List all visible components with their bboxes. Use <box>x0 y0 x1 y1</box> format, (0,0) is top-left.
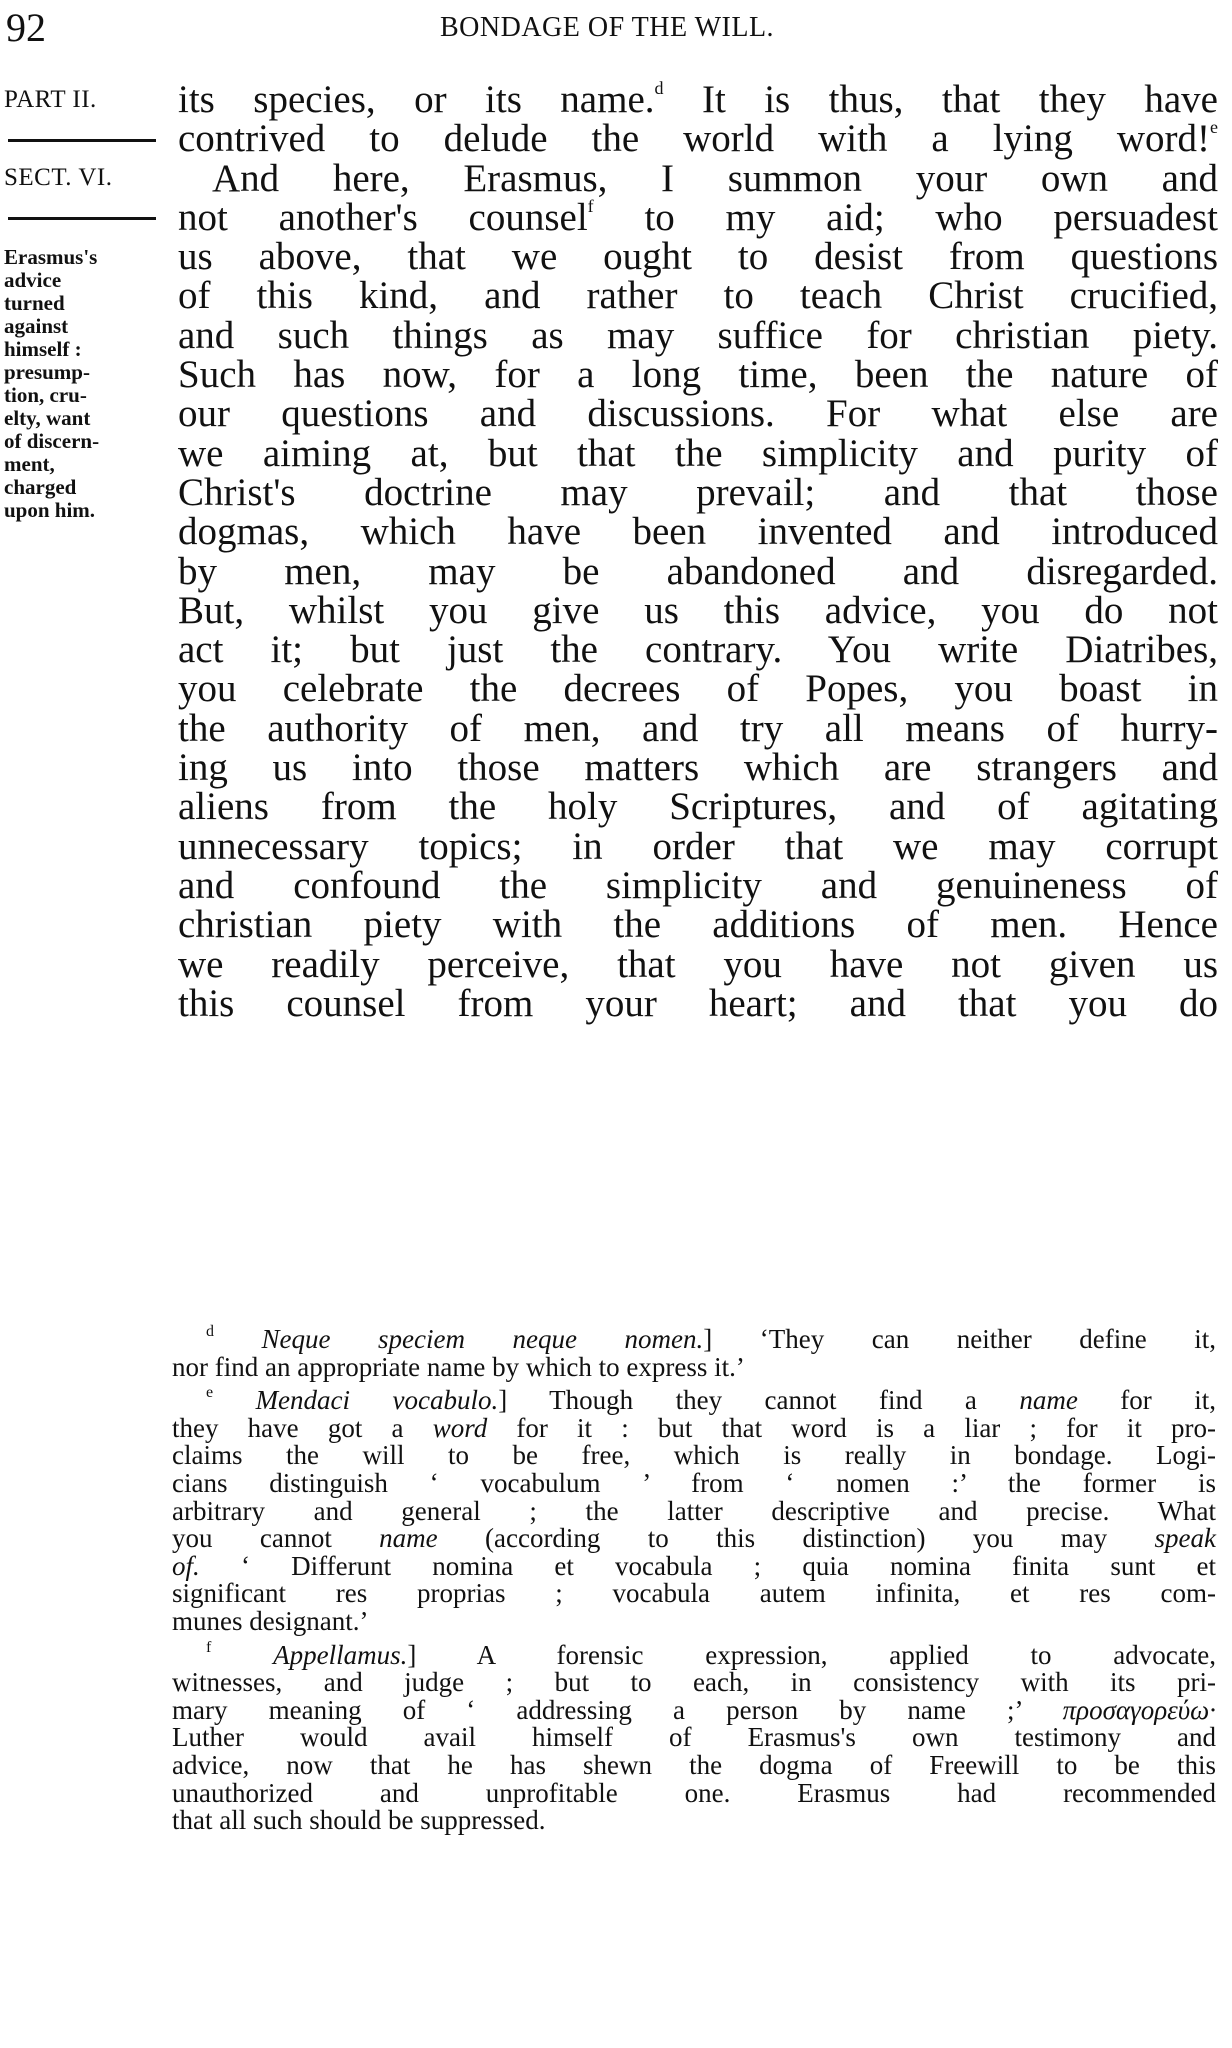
body-line: act it; but just the contrary. You write Diatribes, <box>178 628 1218 672</box>
footnote-e <box>172 1384 1216 1636</box>
margin-column <box>4 80 154 522</box>
footnote-line: munes designant.’ <box>172 1605 369 1636</box>
side-note-line: advice <box>4 268 62 292</box>
body-line: by men, may be abandoned and disregarded. <box>178 549 1218 593</box>
side-note-line: presump- <box>4 360 90 384</box>
footnote-ref[interactable]: f <box>587 195 594 216</box>
footnote-line: Luther would avail himself of Erasmus's own testimony and <box>172 1722 1216 1753</box>
running-head: BONDAGE OF THE WILL. <box>440 12 775 43</box>
footnote-line: advice, now that he has shewn the dogma of Freewill to be this <box>172 1749 1216 1780</box>
side-note-line: against <box>4 314 69 338</box>
footnote-marker: e <box>206 1384 214 1402</box>
footnote-line: significant res proprias ; vocabula autem infinita, et res com- <box>172 1578 1216 1609</box>
side-note <box>4 246 154 522</box>
side-note-line: ment, <box>4 452 55 476</box>
side-note-line: tion, cru- <box>4 383 87 407</box>
footnote-line: nor find an appropriate name by which to express it.’ <box>172 1351 745 1382</box>
body-line: and confound the simplicity and genuineness of <box>178 863 1218 907</box>
footnote-line: mary meaning of ‘ addressing a person by name ;’ προσαγορεύω· <box>172 1694 1216 1725</box>
side-note-line: of discern- <box>4 429 100 453</box>
main-text <box>178 80 1218 1023</box>
side-note-line: upon him. <box>4 498 96 522</box>
margin-rule <box>4 197 154 236</box>
side-note-line: elty, want <box>4 406 91 430</box>
footnote-f <box>172 1638 1216 1836</box>
margin-rule <box>4 119 154 158</box>
body-line: you celebrate the decrees of Popes, you boast in <box>178 667 1218 711</box>
footnote-ref[interactable]: d <box>654 78 664 98</box>
footnote-line: you cannot name (according to this distinction) you may speak <box>172 1523 1216 1554</box>
body-line: unnecessary topics; in order that we may corrupt <box>178 824 1218 868</box>
body-line: we aiming at, but that the simplicity and purity of <box>178 431 1218 475</box>
page-number: 92 <box>6 5 46 50</box>
part-label: PART II. <box>4 86 97 113</box>
body-line: Such has now, for a long time, been the nature of <box>178 353 1218 397</box>
footnote-line: they have got a word for it : but that word is a liar ; for it pro- <box>172 1412 1216 1443</box>
footnote-d <box>172 1323 1217 1382</box>
body-line: not another's counsel$^f$ to my aid; who persuadest <box>178 195 1218 239</box>
footnote-line: unauthorized and unprofitable one. Erasmus had recommended <box>172 1777 1216 1808</box>
body-line: christian piety with the additions of men. Hence <box>178 903 1218 947</box>
body-line: contrived to delude the world with a lying word!$^e$ <box>178 117 1218 161</box>
body-line: this counsel from your heart; and that you do <box>178 981 1218 1025</box>
footnote-line: $^d$ Neque speciem neque nomen.] ‘They can neither define it, <box>206 1323 1217 1354</box>
body-line: and such things as may suffice for christian piety. <box>178 313 1218 357</box>
footnote-line: claims the will to be free, which is really in bondage. Logi- <box>172 1440 1216 1471</box>
body-line: But, whilst you give us this advice, you do not <box>178 588 1218 632</box>
footnote-line: arbitrary and general ; the latter descriptive and precise. What <box>172 1495 1216 1526</box>
footnote-line: cians distinguish ‘ vocabulum ’ from ‘ nomen :’ the former is <box>172 1467 1216 1498</box>
body-line: Christ's doctrine may prevail; and that those <box>178 470 1218 514</box>
body-line: the authority of men, and try all means of hurry- <box>178 706 1218 750</box>
footnote-marker: f <box>206 1638 212 1656</box>
side-note-line: charged <box>4 475 77 499</box>
side-note-line: himself : <box>4 337 82 361</box>
section-label: SECT. VI. <box>4 164 113 191</box>
side-note-line: Erasmus's <box>4 245 98 269</box>
footnote-line: of. ‘ Differunt nomina et vocabula ; quia nomina finita sunt et <box>172 1550 1216 1581</box>
footnote-line: that all such should be suppressed. <box>172 1805 546 1836</box>
footnote-marker: d <box>206 1323 214 1340</box>
footnotes <box>172 1323 1217 1841</box>
side-note-line: turned <box>4 291 65 315</box>
footnote-line: $^f$ Appellamus.] A forensic expression, applied to advocate, <box>206 1638 1216 1670</box>
body-line: ing us into those matters which are strangers and <box>178 746 1218 790</box>
body-line: our questions and discussions. For what else are <box>178 392 1218 436</box>
body-line: us above, that we ought to desist from questions <box>178 235 1218 279</box>
body-line: aliens from the holy Scriptures, and of agitating <box>178 785 1218 829</box>
body-line: of this kind, and rather to teach Christ crucified, <box>178 274 1218 318</box>
footnote-line: $^e$ Mendaci vocabulo.] Though they cannot find a name for it, <box>206 1384 1216 1416</box>
body-line: And here, Erasmus, I summon your own and <box>212 156 1218 200</box>
footnote-ref[interactable]: e <box>1210 117 1218 138</box>
body-line: we readily perceive, that you have not given us <box>178 942 1218 986</box>
body-line: its species, or its name.$^d$ It is thus, that they have <box>178 78 1218 121</box>
body-line: dogmas, which have been invented and introduced <box>178 510 1218 554</box>
footnote-line: witnesses, and judge ; but to each, in consistency with its pri- <box>172 1667 1216 1698</box>
